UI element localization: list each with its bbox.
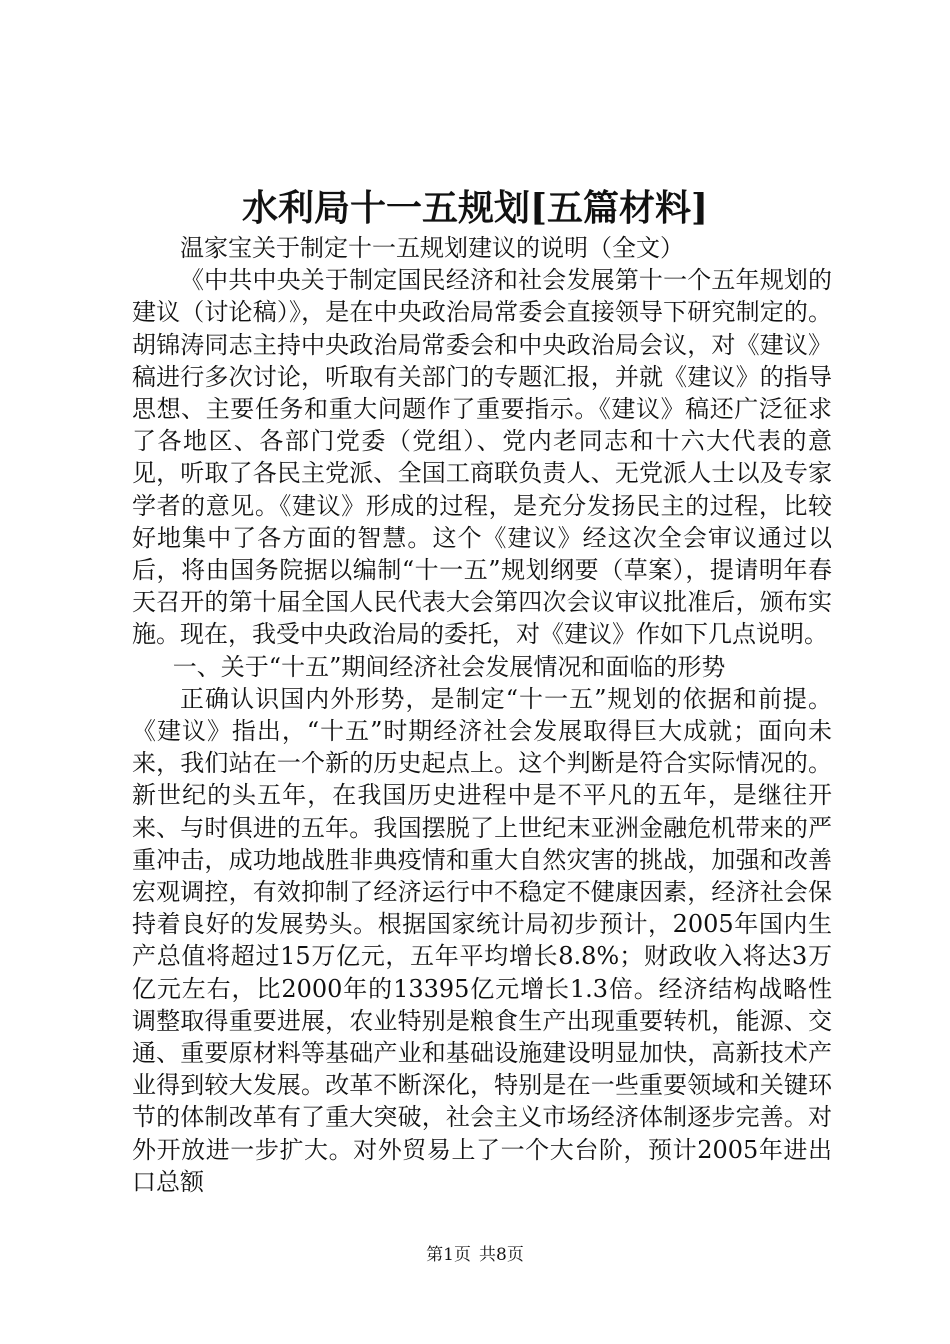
document-subtitle: 温家宝关于制定十一五规划建议的说明（全文） [180,234,684,262]
page-number-current: 第1页 [426,1245,471,1265]
document-title: 水利局十一五规划[五篇材料] [241,187,709,229]
document-body [132,232,832,1198]
paragraph-intro: 《中共中央关于制定国民经济和社会发展第十一个五年规划的建议（讨论稿）》，是在中央政治局常委会直接领导下研究制定的。胡锦涛同志主持中央政治局常委会和中央政治局会议，对《建议》稿进行多次讨论，听取有关部门的专题汇报，并就《建议》的指导思想、主要任务和重大问题作了重要指示。《建议》稿还广泛征求了各地区、各部门党委（党组）、党内老同志和十六大代表的意见，听取了各民主党派、全国工商联负责人、无党派人士以及专家学者的意见。《建议》形成的过程，是充分发扬民主的过程，比较好地集中了各方面的智慧。这个《建议》经这次全会审议通过以后，将由国务院据以编制“十一五”规划纲要（草案），提请明年春天召开的第十届全国人民代表大会第四次会议审议批准后，颁布实施。现在，我受中央政治局的委托，对《建议》作如下几点说明。 [132,266,832,649]
page-number-total: 共8页 [479,1245,524,1265]
page-footer [0,1244,950,1266]
paragraph-situation: 正确认识国内外形势，是制定“十一五”规划的依据和前提。《建议》指出，“十五”时期经济社会发展取得巨大成就；面向未来，我们站在一个新的历史起点上。这个判断是符合实际情况的。新世纪的头五年，在我国历史进程中是不平凡的五年，是继往开来、与时俱进的五年。我国摆脱了上世纪末亚洲金融危机带来的严重冲击，成功地战胜非典疫情和重大自然灾害的挑战，加强和改善宏观调控，有效抑制了经济运行中不稳定不健康因素，经济社会保持着良好的发展势头。根据国家统计局初步预计，2005年国内生产总值将超过15万亿元，五年平均增长8.8%；财政收入将达3万亿元左右，比2000年的13395亿元增长1.3倍。经济结构战略性调整取得重要进展，农业特别是粮食生产出现重要转机，能源、交通、重要原材料等基础产业和基础设施建设明显加快，高新技术产业得到较大发展。改革不断深化，特别是在一些重要领域和关键环节的体制改革有了重大突破，社会主义市场经济体制逐步完善。对外开放进一步扩大。对外贸易上了一个大台阶，预计2005年进出口总额 [132,684,832,1196]
section-heading: 一、关于“十五”期间经济社会发展情况和面临的形势 [172,652,726,681]
